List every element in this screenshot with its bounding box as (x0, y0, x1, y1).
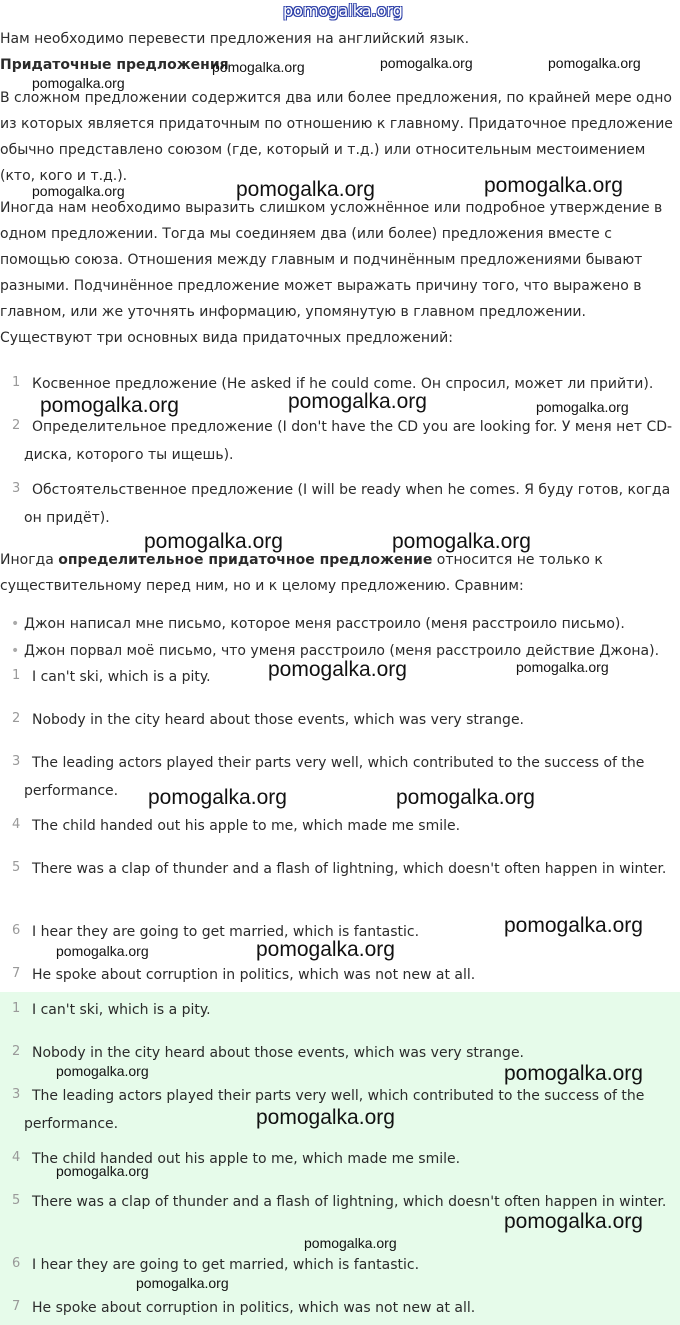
list-number: 1 (12, 668, 21, 683)
list-item: I hear they are going to get married, which is fantastic. (32, 924, 420, 940)
list-number: 2 (12, 711, 21, 726)
list-number: 1 (12, 375, 21, 390)
watermark: pomogalka.org (396, 786, 535, 809)
watermark: pomogalka.org (288, 390, 427, 413)
watermark: pomogalka.org (136, 1275, 229, 1291)
watermark: pomogalka.org (256, 1106, 395, 1129)
paragraph-3-end: относится не только к существительному перед ним, но и к целому предложению. Сравним: (0, 552, 603, 594)
list-item: I can't ski, which is a pity. (32, 1002, 211, 1018)
watermark: pomogalka.org (516, 659, 609, 675)
list-item: He spoke about corruption in politics, which was not new at all. (32, 1300, 476, 1316)
paragraph-3-start: Иногда (0, 552, 59, 568)
list-number: 6 (12, 923, 21, 938)
watermark: pomogalka.org (484, 174, 623, 197)
watermark: pomogalka.org (392, 530, 531, 553)
list-number: 1 (12, 1001, 21, 1016)
list-number: 4 (12, 817, 21, 832)
watermark: pomogalka.org (304, 1235, 397, 1251)
watermark: pomogalka.org (536, 399, 629, 415)
list-item: The child handed out his apple to me, which made me smile. (32, 1151, 461, 1167)
list-item: There was a clap of thunder and a flash of lightning, which doesn't often happen in winter. (32, 1194, 667, 1210)
list-item-text: Джон написал мне письмо, которое меня расстроило (меня расстроило письмо). (24, 616, 625, 632)
list-item: The leading actors played their parts very well, which contributed to the success of the performance. (24, 755, 645, 799)
list-item: The leading actors played their parts very well, which contributed to the success of the performance. (24, 1088, 645, 1132)
site-logo: pomogalka.org (283, 1, 403, 20)
list-number: 7 (12, 966, 21, 981)
list-item: The child handed out his apple to me, which made me smile. (32, 818, 461, 834)
watermark: pomogalka.org (212, 59, 305, 75)
list-item: There was a clap of thunder and a flash of lightning, which doesn't often happen in winter. (32, 861, 667, 877)
watermark: pomogalka.org (256, 938, 395, 961)
list-item-text: Обстоятельственное предложение (I will be ready when he comes. Я буду готов, когда он придёт). (24, 482, 671, 526)
intro-text: Нам необходимо перевести предложения на английский язык. (0, 31, 470, 47)
paragraph-3-bold: определительное придаточное предложение (58, 552, 433, 568)
bullet-icon: • (11, 616, 20, 632)
watermark: pomogalka.org (380, 55, 473, 71)
watermark: pomogalka.org (56, 1163, 149, 1179)
watermark: pomogalka.org (236, 178, 375, 201)
list-number: 2 (12, 1044, 21, 1059)
list-number: 2 (12, 418, 21, 433)
paragraph-2: Иногда нам необходимо выразить слишком усложнённое или подробное утверждение в одном предложении. Тогда мы соединяем два (или более) предложения вместе с помощью союза. Отношения между главным и подчинённым предложениями бывают разными. Подчинённое предложение может выражать причину того, что выражено в главном, или же уточнять информацию, упомянутую в главном предложении. Существуют три основных вида придаточных предложений: (0, 200, 663, 346)
paragraph-3 (0, 547, 676, 599)
bullet-icon: • (11, 643, 20, 659)
list-number: 3 (12, 481, 21, 496)
watermark: pomogalka.org (144, 530, 283, 553)
watermark: pomogalka.org (504, 1210, 643, 1233)
list-item-text: Определительное предложение (I don't have the CD you are looking for. У меня нет CD-диска, которого ты ищешь). (24, 419, 673, 463)
list-number: 6 (12, 1256, 21, 1271)
watermark: pomogalka.org (504, 1062, 643, 1085)
list-item: He spoke about corruption in politics, which was not new at all. (32, 967, 476, 983)
list-item: Nobody in the city heard about those events, which was very strange. (32, 1045, 525, 1061)
watermark: pomogalka.org (504, 914, 643, 937)
watermark: pomogalka.org (56, 943, 149, 959)
watermark: pomogalka.org (268, 658, 407, 681)
list-number: 3 (12, 1087, 21, 1102)
watermark: pomogalka.org (32, 183, 125, 199)
list-number: 7 (12, 1299, 21, 1314)
list-number: 5 (12, 860, 21, 875)
watermark: pomogalka.org (56, 1063, 149, 1079)
watermark: pomogalka.org (548, 55, 641, 71)
list-item-text: Джон порвал моё письмо, что уменя расстроило (меня расстроило действие Джона). (24, 643, 660, 659)
list-item: I hear they are going to get married, which is fantastic. (32, 1257, 420, 1273)
watermark: pomogalka.org (32, 75, 125, 91)
list-item-text: Косвенное предложение (He asked if he could come. Он спросил, может ли прийти). (32, 376, 654, 392)
section-title: Придаточные предложения (0, 57, 229, 73)
list-number: 4 (12, 1150, 21, 1165)
watermark: pomogalka.org (148, 786, 287, 809)
watermark: pomogalka.org (40, 394, 179, 417)
list-number: 3 (12, 754, 21, 769)
list-number: 5 (12, 1193, 21, 1208)
list-item: Nobody in the city heard about those events, which was very strange. (32, 712, 525, 728)
list-item: I can't ski, which is a pity. (32, 669, 211, 685)
paragraph-1: В сложном предложении содержится два или более предложения, по крайней мере одно из которых является придаточным по отношению к главному. Придаточное предложение обычно представлено союзом (где, который и т.д.) или относительным местоимением (кто, кого и т.д.). (0, 90, 673, 184)
